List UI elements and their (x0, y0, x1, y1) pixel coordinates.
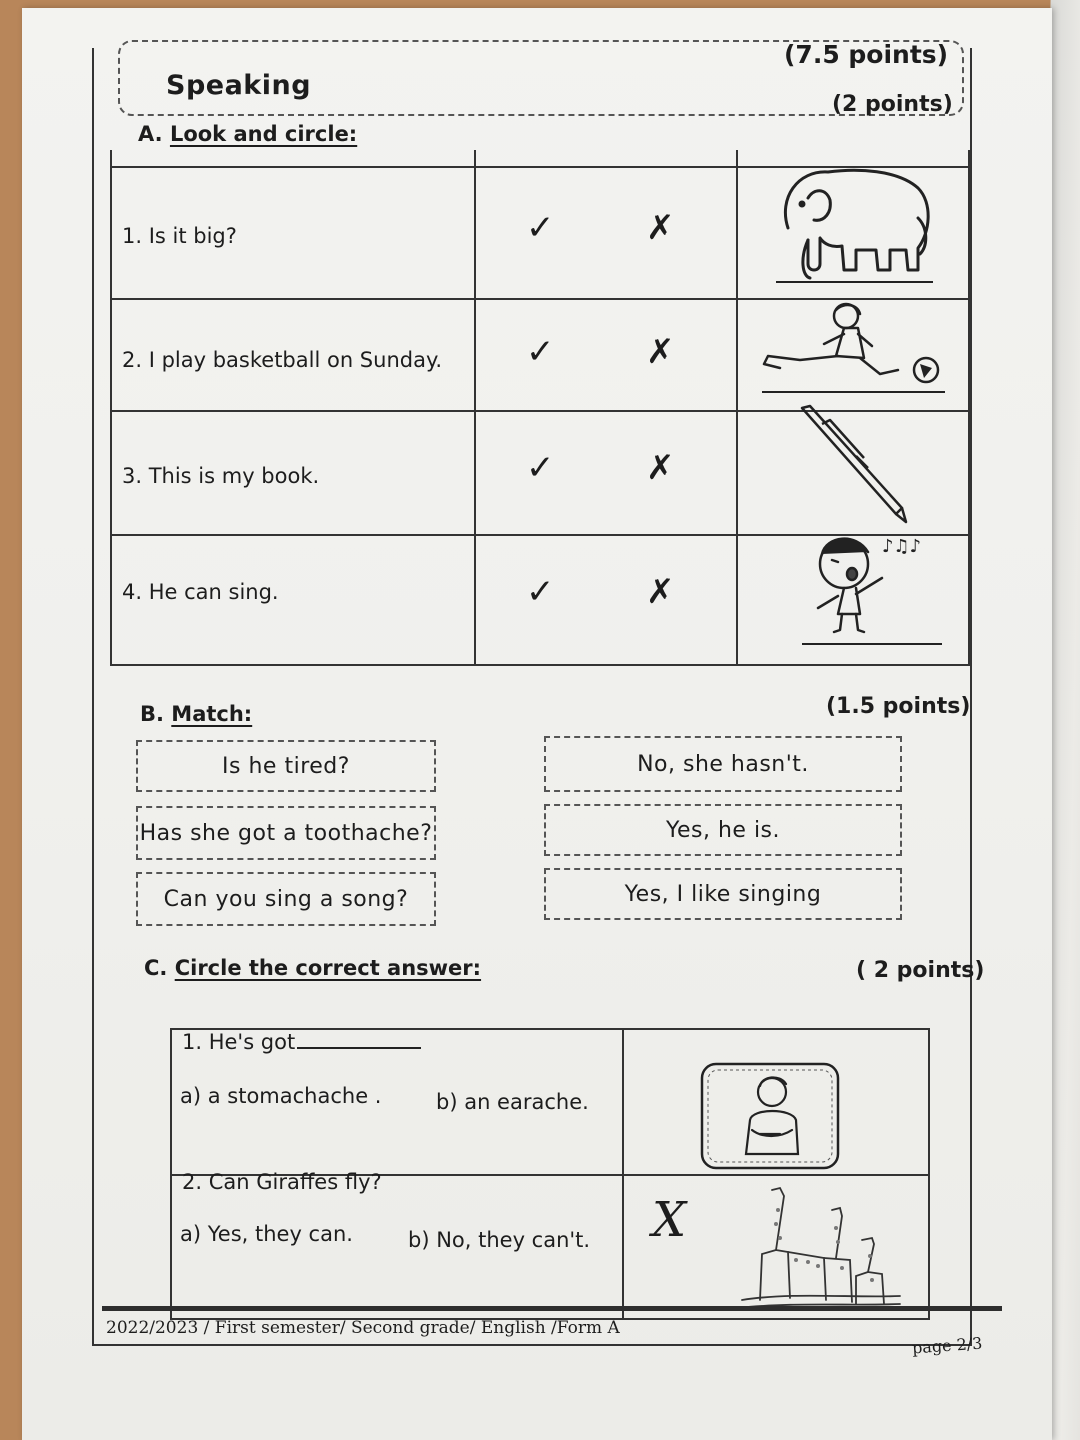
option-b[interactable]: b) No, they can't. (408, 1228, 591, 1252)
option-a[interactable]: a) a stomachache . (180, 1084, 382, 1108)
page-number: page 2/3 (911, 1333, 983, 1358)
cross-option[interactable]: ✗ (646, 572, 675, 612)
look-and-circle-table (110, 150, 970, 666)
question-text: 3. This is my book. (122, 464, 320, 488)
section-a-label: A. Look and circle: (138, 122, 358, 146)
option-a[interactable]: a) Yes, they can. (180, 1222, 353, 1246)
match-right-item[interactable]: Yes, he is. (544, 804, 902, 856)
question-text: 1. Is it big? (122, 224, 237, 248)
cross-option[interactable]: ✗ (646, 448, 675, 488)
section-title: Speaking (166, 70, 312, 101)
check-option[interactable]: ✓ (526, 572, 555, 612)
section-b-points: (1.5 points) (826, 694, 971, 719)
football-player-icon (760, 298, 950, 402)
section-b-label: B. Match: (140, 702, 253, 726)
question-text: 1. He's got (182, 1030, 421, 1054)
elephant-icon (768, 158, 938, 292)
pen-icon (792, 404, 922, 528)
question-text: 2. Can Giraffes fly? (182, 1170, 382, 1194)
match-right-item[interactable]: Yes, I like singing (544, 868, 902, 920)
section-c-points: ( 2 points) (856, 958, 985, 983)
giraffes-icon (732, 1180, 902, 1316)
question-text: 4. He can sing. (122, 580, 279, 604)
handwritten-x-mark: X (652, 1192, 687, 1248)
match-left-item[interactable]: Has she got a toothache? (136, 806, 436, 860)
total-points: (7.5 points) (784, 40, 949, 69)
check-option[interactable]: ✓ (526, 448, 555, 488)
singing-boy-icon (782, 530, 952, 654)
question-text: 2. I play basketball on Sunday. (122, 348, 443, 372)
stomachache-boy-icon (700, 1062, 840, 1174)
section-a-points: (2 points) (832, 92, 953, 117)
section-c-label: C. Circle the correct answer: (144, 956, 482, 980)
svg-text:♪♫♪: ♪♫♪ (882, 536, 922, 557)
option-b[interactable]: b) an earache. (436, 1090, 589, 1114)
check-option[interactable]: ✓ (526, 332, 555, 372)
check-option[interactable]: ✓ (526, 208, 555, 248)
cross-option[interactable]: ✗ (646, 208, 675, 248)
match-left-item[interactable]: Can you sing a song? (136, 872, 436, 926)
match-right-item[interactable]: No, she hasn't. (544, 736, 902, 792)
cross-option[interactable]: ✗ (646, 332, 675, 372)
match-left-item[interactable]: Is he tired? (136, 740, 436, 792)
footer-text: 2022/2023 / First semester/ Second grade/ English /Form A (106, 1318, 620, 1338)
circle-answer-table (170, 1028, 930, 1320)
